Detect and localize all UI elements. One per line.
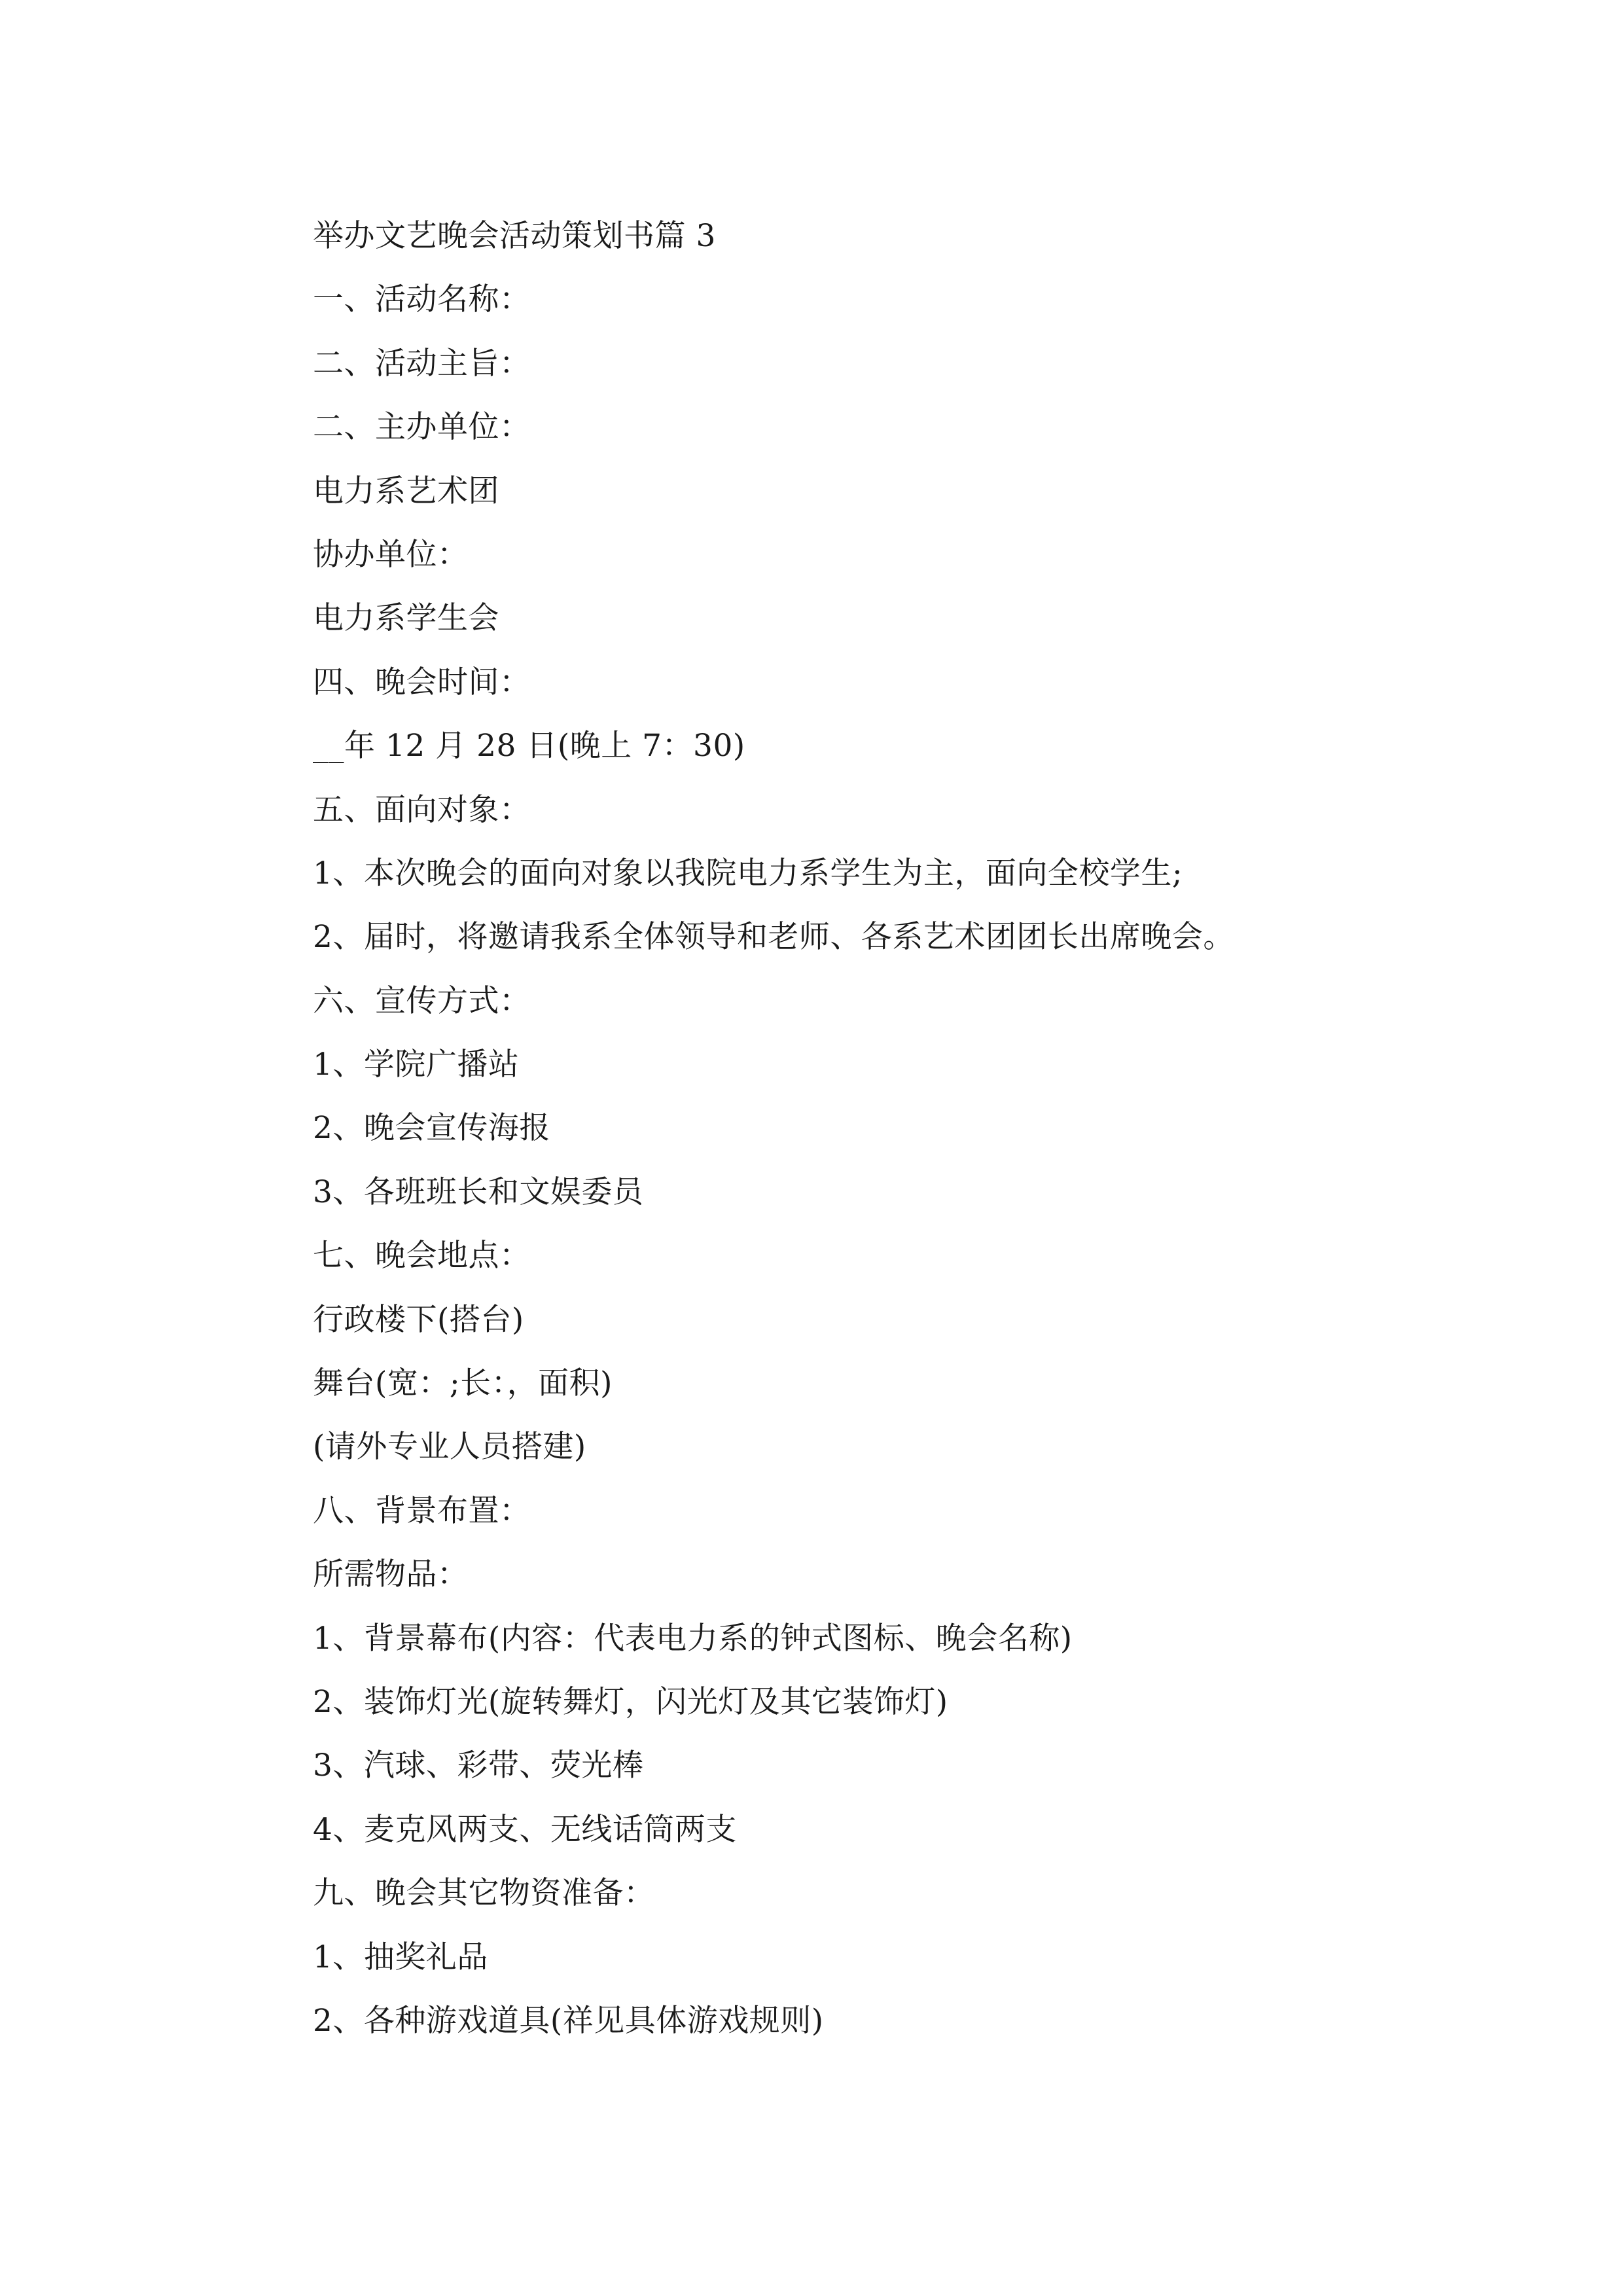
section-heading-venue: 七、晚会地点： — [313, 1238, 531, 1274]
co-organizer-name: 电力系学生会 — [313, 600, 499, 637]
background-item: 1、背景幕布(内容：代表电力系的钟式图标、晚会名称) — [313, 1620, 1073, 1657]
event-time-value: __年 12 月 28 日(晚上 7：30) — [313, 728, 745, 764]
co-organizer-label: 协办单位： — [313, 536, 469, 573]
venue-stage-note: (请外专业人员搭建) — [313, 1429, 586, 1465]
section-heading-background: 八、背景布置： — [313, 1492, 531, 1529]
section-heading-organizer: 二、主办单位： — [313, 409, 531, 446]
audience-item: 2、届时，将邀请我系全体领导和老师、各系艺术团团长出席晚会。 — [313, 919, 1234, 956]
venue-stage-dimensions: 舞台(宽：;长：，面积) — [313, 1365, 613, 1402]
supply-item: 1、抽奖礼品 — [313, 1939, 488, 1975]
promotion-item: 2、晚会宣传海报 — [313, 1110, 550, 1147]
organizer-name: 电力系艺术团 — [313, 473, 499, 509]
section-heading-event-time: 四、晚会时间： — [313, 664, 531, 700]
promotion-item: 1、学院广播站 — [313, 1047, 520, 1083]
section-heading-promotion: 六、宣传方式： — [313, 982, 531, 1019]
section-heading-audience: 五、面向对象： — [313, 791, 531, 828]
background-item: 3、汽球、彩带、荧光棒 — [313, 1748, 644, 1784]
venue-location: 行政楼下(搭台) — [313, 1301, 524, 1338]
promotion-item: 3、各班班长和文娱委员 — [313, 1174, 644, 1210]
audience-item: 1、本次晚会的面向对象以我院电力系学生为主，面向全校学生; — [313, 855, 1183, 891]
document-body — [313, 204, 1491, 2053]
background-item: 2、装饰灯光(旋转舞灯，闪光灯及其它装饰灯) — [313, 1683, 948, 1720]
required-items-label: 所需物品： — [313, 1556, 469, 1593]
background-item: 4、麦克风两支、无线话筒两支 — [313, 1811, 737, 1848]
section-heading-other-supplies: 九、晚会其它物资准备： — [313, 1875, 655, 1912]
document-title: 举办文艺晚会活动策划书篇 3 — [313, 218, 716, 254]
section-heading-activity-name: 一、活动名称： — [313, 281, 531, 318]
section-heading-activity-purpose: 二、活动主旨： — [313, 345, 531, 382]
supply-item: 2、各种游戏道具(祥见具体游戏规则) — [313, 2002, 824, 2039]
